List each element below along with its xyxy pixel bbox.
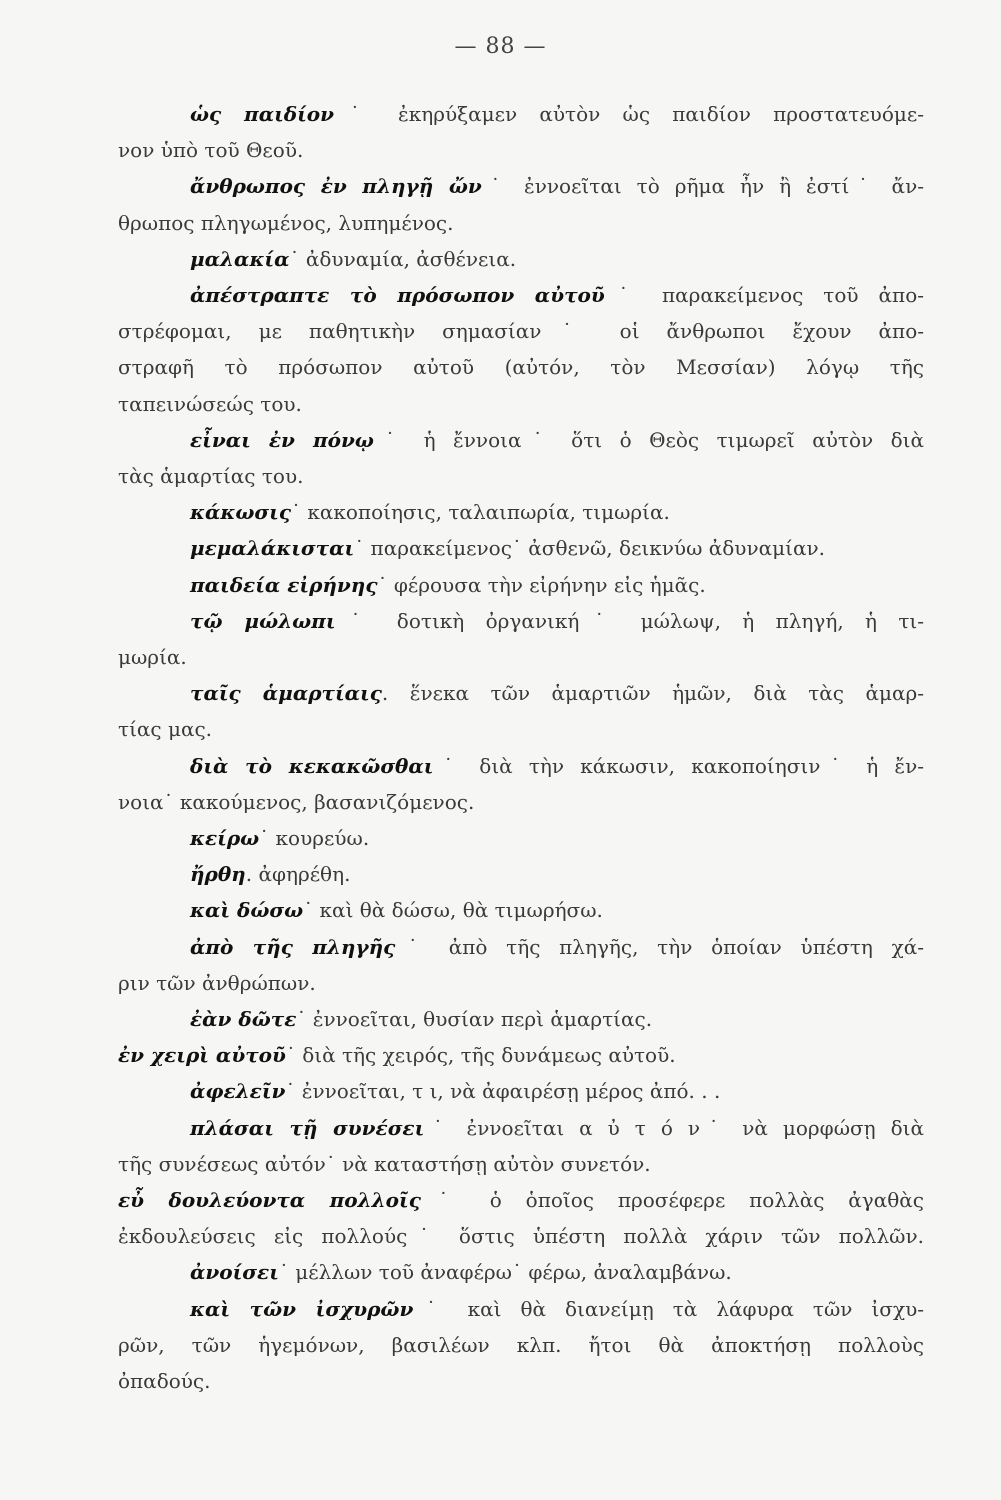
- gloss-text: . ἕνεκα τῶν ἁμαρτιῶν ἡμῶν, διὰ τὰς ἁμαρ-: [381, 681, 924, 705]
- gloss-term: ταῖς ἁμαρτίαις: [190, 681, 382, 705]
- gloss-text: ˙ διὰ τὴν κάκωσιν, κακοποίησιν˙ ἡ ἔν-: [433, 754, 924, 778]
- gloss-entry-line: [118, 168, 924, 204]
- gloss-term: μεμαλάκισται: [190, 536, 355, 560]
- gloss-entry-line: [118, 96, 924, 132]
- gloss-continuation-line: [118, 1218, 924, 1254]
- gloss-continuation-line: [118, 1363, 924, 1399]
- gloss-term: μαλακία: [190, 247, 290, 271]
- gloss-text: ˙ μέλλων τοῦ ἀναφέρω˙ φέρω, ἀναλαμβάνω.: [278, 1260, 732, 1284]
- gloss-term: ἀπὸ τῆς πληγῆς: [190, 935, 396, 959]
- gloss-term: εἶναι ἐν πόνῳ: [190, 428, 374, 452]
- gloss-term: παιδεία εἰρήνης: [190, 573, 378, 597]
- page-number: — 88 —: [454, 34, 547, 59]
- gloss-text: τὰς ἁμαρτίας του.: [118, 464, 304, 488]
- gloss-text: νον ὑπὸ τοῦ Θεοῦ.: [118, 138, 304, 162]
- gloss-text: ˙ παρακείμενος˙ ἀσθενῶ, δεικνύω ἀδυναμίαν.: [354, 536, 825, 560]
- gloss-text: ˙ φέρουσα τὴν εἰρήνην εἰς ἡμᾶς.: [377, 573, 706, 597]
- gloss-entry-line: [118, 1291, 924, 1327]
- gloss-text: στρέφομαι, με παθητικὴν σημασίαν˙ οἱ ἄνθρωποι ἔχουν ἀπο-: [118, 319, 924, 343]
- gloss-text: ˙ καὶ θὰ δώσω, θὰ τιμωρήσω.: [303, 898, 603, 922]
- gloss-text: ὀπαδούς.: [118, 1369, 211, 1393]
- gloss-entry-line: [118, 820, 924, 856]
- gloss-continuation-line: [118, 784, 924, 820]
- gloss-text: τῆς συνέσεως αὐτόν˙ νὰ καταστήσῃ αὐτὸν συνετόν.: [118, 1152, 651, 1176]
- gloss-term: ἀπέστραπτε τὸ πρόσωπον αὐτοῦ: [190, 283, 605, 307]
- gloss-term: κάκωσις: [190, 500, 292, 524]
- gloss-term: ἀνοίσει: [190, 1260, 279, 1284]
- gloss-continuation-line: [118, 711, 924, 747]
- gloss-term: κείρω: [190, 826, 260, 850]
- gloss-text: ρῶν, τῶν ἡγεμόνων, βασιλέων κλπ. ἤτοι θὰ ἀποκτήσῃ πολλοὺς: [118, 1333, 924, 1357]
- gloss-text: ἐκδουλεύσεις εἰς πολλούς˙ ὅστις ὑπέστη πολλὰ χάριν τῶν πολλῶν.: [118, 1224, 924, 1248]
- gloss-entry-line: [118, 1254, 924, 1290]
- gloss-entry-line: [118, 675, 924, 711]
- gloss-text: μωρία.: [118, 645, 187, 669]
- gloss-text: ˙ κουρεύω.: [259, 826, 370, 850]
- gloss-text: στραφῆ τὸ πρόσωπον αὐτοῦ (αὐτόν, τὸν Μεσσίαν) λόγῳ τῆς: [118, 355, 924, 379]
- gloss-continuation-line: [118, 349, 924, 385]
- gloss-continuation-line: [118, 965, 924, 1001]
- gloss-text: ˙ ἐννοεῖται α ὐ τ ό ν˙ νὰ μορφώσῃ διὰ: [424, 1116, 924, 1140]
- gloss-entry-line: [118, 1073, 924, 1109]
- gloss-term: ἐν χειρὶ αὐτοῦ: [118, 1043, 286, 1067]
- gloss-entry-line: [118, 1001, 924, 1037]
- gloss-entry-line: [118, 494, 924, 530]
- gloss-entry-line: [118, 892, 924, 928]
- gloss-term: ἄνθρωπος ἐν πληγῇ ὤν: [190, 174, 482, 198]
- gloss-continuation-line: [118, 639, 924, 675]
- gloss-entry-line: [118, 1037, 924, 1073]
- gloss-text: ˙ ἀπὸ τῆς πληγῆς, τὴν ὁποίαν ὑπέστη χά-: [395, 935, 924, 959]
- gloss-text: ˙ παρακείμενος τοῦ ἀπο-: [604, 283, 924, 307]
- gloss-entry-line: [118, 748, 924, 784]
- gloss-text: ριν τῶν ἀνθρώπων.: [118, 971, 316, 995]
- gloss-term: ἐὰν δῶτε: [190, 1007, 297, 1031]
- gloss-entry-line: [118, 929, 924, 965]
- gloss-text: τίας μας.: [118, 717, 213, 741]
- gloss-text: ˙ ἡ ἔννοια˙ ὅτι ὁ Θεὸς τιμωρεῖ αὐτὸν διὰ: [373, 428, 924, 452]
- gloss-term: πλάσαι τῇ συνέσει: [190, 1116, 425, 1140]
- gloss-continuation-line: [118, 1327, 924, 1363]
- gloss-term: εὖ δουλεύοντα πολλοῖς: [118, 1188, 421, 1212]
- gloss-text: ˙ διὰ τῆς χειρός, τῆς δυνάμεως αὐτοῦ.: [285, 1043, 676, 1067]
- gloss-text: ˙ ἐννοεῖται, θυσίαν περὶ ἁμαρτίας.: [296, 1007, 653, 1031]
- gloss-continuation-line: [118, 313, 924, 349]
- gloss-continuation-line: [118, 205, 924, 241]
- gloss-entry-line: [118, 567, 924, 603]
- gloss-term: καὶ δώσω: [190, 898, 304, 922]
- gloss-text: ˙ ἐννοεῖται, τ ι, νὰ ἀφαιρέσῃ μέρος ἀπό. . .: [285, 1079, 721, 1103]
- gloss-term: τῷ μώλωπι: [190, 609, 336, 633]
- gloss-text: ˙ δοτικὴ ὀργανική˙ μώλωψ, ἡ πληγή, ἡ τι-: [335, 609, 924, 633]
- gloss-entry-line: [118, 530, 924, 566]
- gloss-term: καὶ τῶν ἰσχυρῶν: [190, 1297, 414, 1321]
- gloss-continuation-line: [118, 458, 924, 494]
- gloss-text: ˙ ὁ ὁποῖος προσέφερε πολλὰς ἀγαθὰς: [420, 1188, 924, 1212]
- gloss-entry-line: [118, 422, 924, 458]
- gloss-term: ἀφελεῖν: [190, 1079, 286, 1103]
- gloss-continuation-line: [118, 1146, 924, 1182]
- gloss-text: ˙ ἐννοεῖται τὸ ρῆμα ἦν ἢ ἐστί˙ ἄν-: [481, 174, 924, 198]
- gloss-term: διὰ τὸ κεκακῶσθαι: [190, 754, 434, 778]
- gloss-text: νοια˙ κακούμενος, βασανιζόμενος.: [118, 790, 475, 814]
- gloss-entry-line: [118, 856, 924, 892]
- gloss-entry-line: [118, 277, 924, 313]
- gloss-entry-line: [118, 1110, 924, 1146]
- gloss-text: ˙ ἀδυναμία, ἀσθένεια.: [289, 247, 517, 271]
- gloss-entry-line: [118, 603, 924, 639]
- gloss-term: ἤρθη: [190, 862, 246, 886]
- gloss-text: . ἀφηρέθη.: [245, 862, 351, 886]
- gloss-text: ˙ ἐκηρύξαμεν αὐτὸν ὡς παιδίον προστατευόμε-: [334, 102, 924, 126]
- gloss-text: ˙ κακοποίησις, ταλαιπωρία, τιμωρία.: [291, 500, 670, 524]
- gloss-continuation-line: [118, 132, 924, 168]
- gloss-term: ὡς παιδίον: [190, 102, 334, 126]
- gloss-text: ˙ καὶ θὰ διανείμῃ τὰ λάφυρα τῶν ἰσχυ-: [413, 1297, 924, 1321]
- gloss-continuation-line: [118, 386, 924, 422]
- gloss-entry-line: [118, 1182, 924, 1218]
- gloss-entry-line: [118, 241, 924, 277]
- gloss-text: ταπεινώσεώς του.: [118, 392, 302, 416]
- gloss-text: θρωπος πληγωμένος, λυπημένος.: [118, 211, 454, 235]
